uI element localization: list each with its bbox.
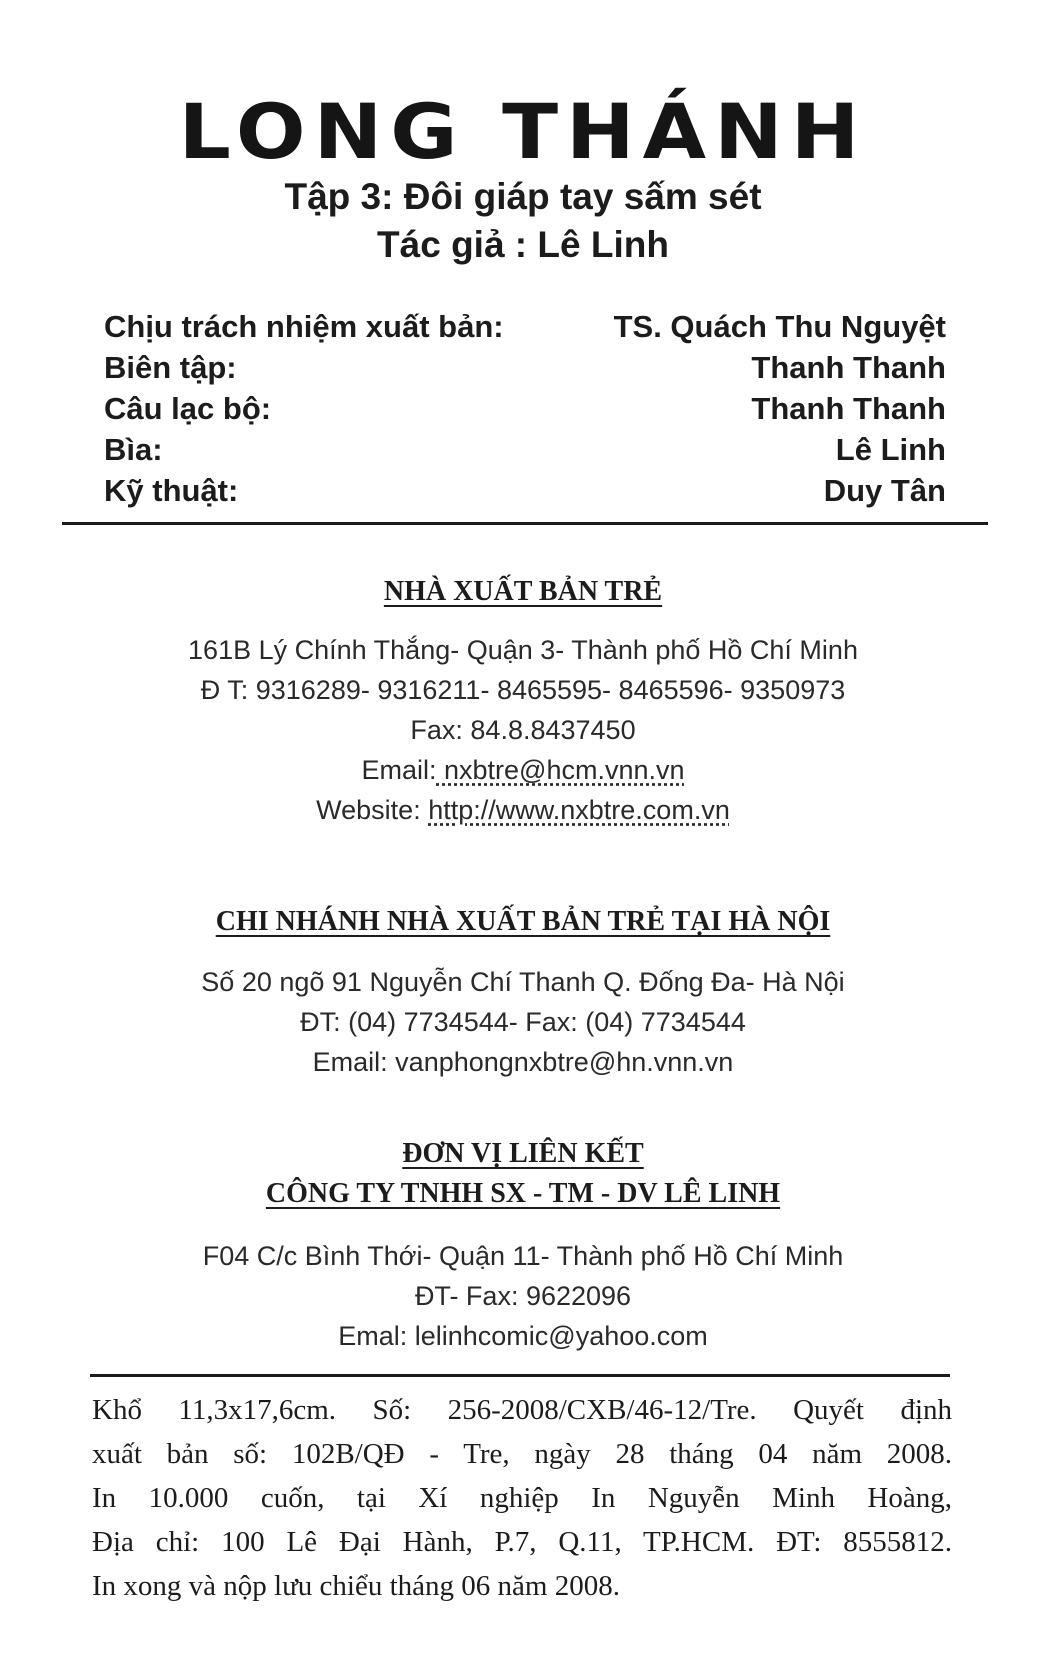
branch-email: Email: vanphongnxbtre@hn.vnn.vn xyxy=(312,1047,734,1077)
credit-name: Lê Linh xyxy=(835,432,946,467)
credit-role: Câu lạc bộ: xyxy=(104,391,272,426)
credit-name: Duy Tân xyxy=(823,473,946,508)
divider xyxy=(62,522,988,525)
credit-row xyxy=(104,347,946,388)
partner-email: Emal: lelinhcomic@yahoo.com xyxy=(338,1321,708,1351)
email-label: Email: xyxy=(361,755,437,785)
branch-address: Số 20 ngõ 91 Nguyễn Chí Thanh Q. Đống Đa- Hà Nội xyxy=(201,967,845,997)
colophon-line: In 10.000 cuốn, tại Xí nghiệp In Nguyễn Minh Hoàng, xyxy=(92,1482,952,1514)
credit-name: Thanh Thanh xyxy=(751,391,946,426)
partner-heading: ĐƠN VỊ LIÊN KẾT xyxy=(402,1138,644,1169)
website-label: Website: xyxy=(316,795,429,825)
credit-role: Biên tập: xyxy=(104,350,237,385)
credit-row xyxy=(104,388,946,429)
partner-company: CÔNG TY TNHH SX - TM - DV LÊ LINH xyxy=(265,1178,781,1209)
publisher-email-link[interactable]: nxbtre@hcm.vnn.vn xyxy=(436,755,685,785)
partner-address: F04 C/c Bình Thới- Quận 11- Thành phố Hồ Chí Minh xyxy=(202,1241,844,1271)
publisher-website-line xyxy=(0,790,1046,830)
publisher-website-link[interactable]: http://www.nxbtre.com.vn xyxy=(428,795,730,825)
volume-title: Tập 3: Đôi giáp tay sấm sét xyxy=(284,176,762,217)
publisher-address: 161B Lý Chính Thắng- Quận 3- Thành phố Hồ Chí Minh xyxy=(188,635,858,665)
credit-role: Kỹ thuật: xyxy=(104,473,239,508)
branch-heading: CHI NHÁNH NHÀ XUẤT BẢN TRẺ TẠI HÀ NỘI xyxy=(215,906,831,937)
credit-name: Thanh Thanh xyxy=(751,350,946,385)
publisher-email-line xyxy=(0,750,1046,790)
credit-name: TS. Quách Thu Nguyệt xyxy=(613,309,946,344)
credit-row xyxy=(104,306,946,347)
colophon-line: Địa chỉ: 100 Lê Đại Hành, P.7, Q.11, TP.HCM. ĐT: 8555812. xyxy=(92,1526,952,1558)
credit-role: Bìa: xyxy=(104,432,163,467)
book-title: LONG THÁNH xyxy=(178,88,868,177)
author-line: Tác giả : Lê Linh xyxy=(377,224,669,265)
publisher-fax: Fax: 84.8.8437450 xyxy=(410,715,636,745)
credit-role: Chịu trách nhiệm xuất bản: xyxy=(104,309,504,344)
publisher-phone: Đ T: 9316289- 9316211- 8465595- 8465596- 9350973 xyxy=(200,675,846,705)
credits-list xyxy=(104,306,946,511)
colophon-line: xuất bản số: 102B/QĐ - Tre, ngày 28 tháng 04 năm 2008. xyxy=(92,1438,952,1470)
branch-phone: ĐT: (04) 7734544- Fax: (04) 7734544 xyxy=(300,1007,746,1037)
colophon-line: Khổ 11,3x17,6cm. Số: 256-2008/CXB/46-12/Tre. Quyết định xyxy=(92,1394,952,1426)
divider xyxy=(90,1374,950,1377)
colophon xyxy=(92,1388,952,1608)
partner-phone: ĐT- Fax: 9622096 xyxy=(414,1281,632,1311)
credit-row xyxy=(104,470,946,511)
colophon-line: In xong và nộp lưu chiểu tháng 06 năm 2008. xyxy=(92,1570,620,1602)
credit-row xyxy=(104,429,946,470)
publisher-heading: NHÀ XUẤT BẢN TRẺ xyxy=(383,576,663,607)
